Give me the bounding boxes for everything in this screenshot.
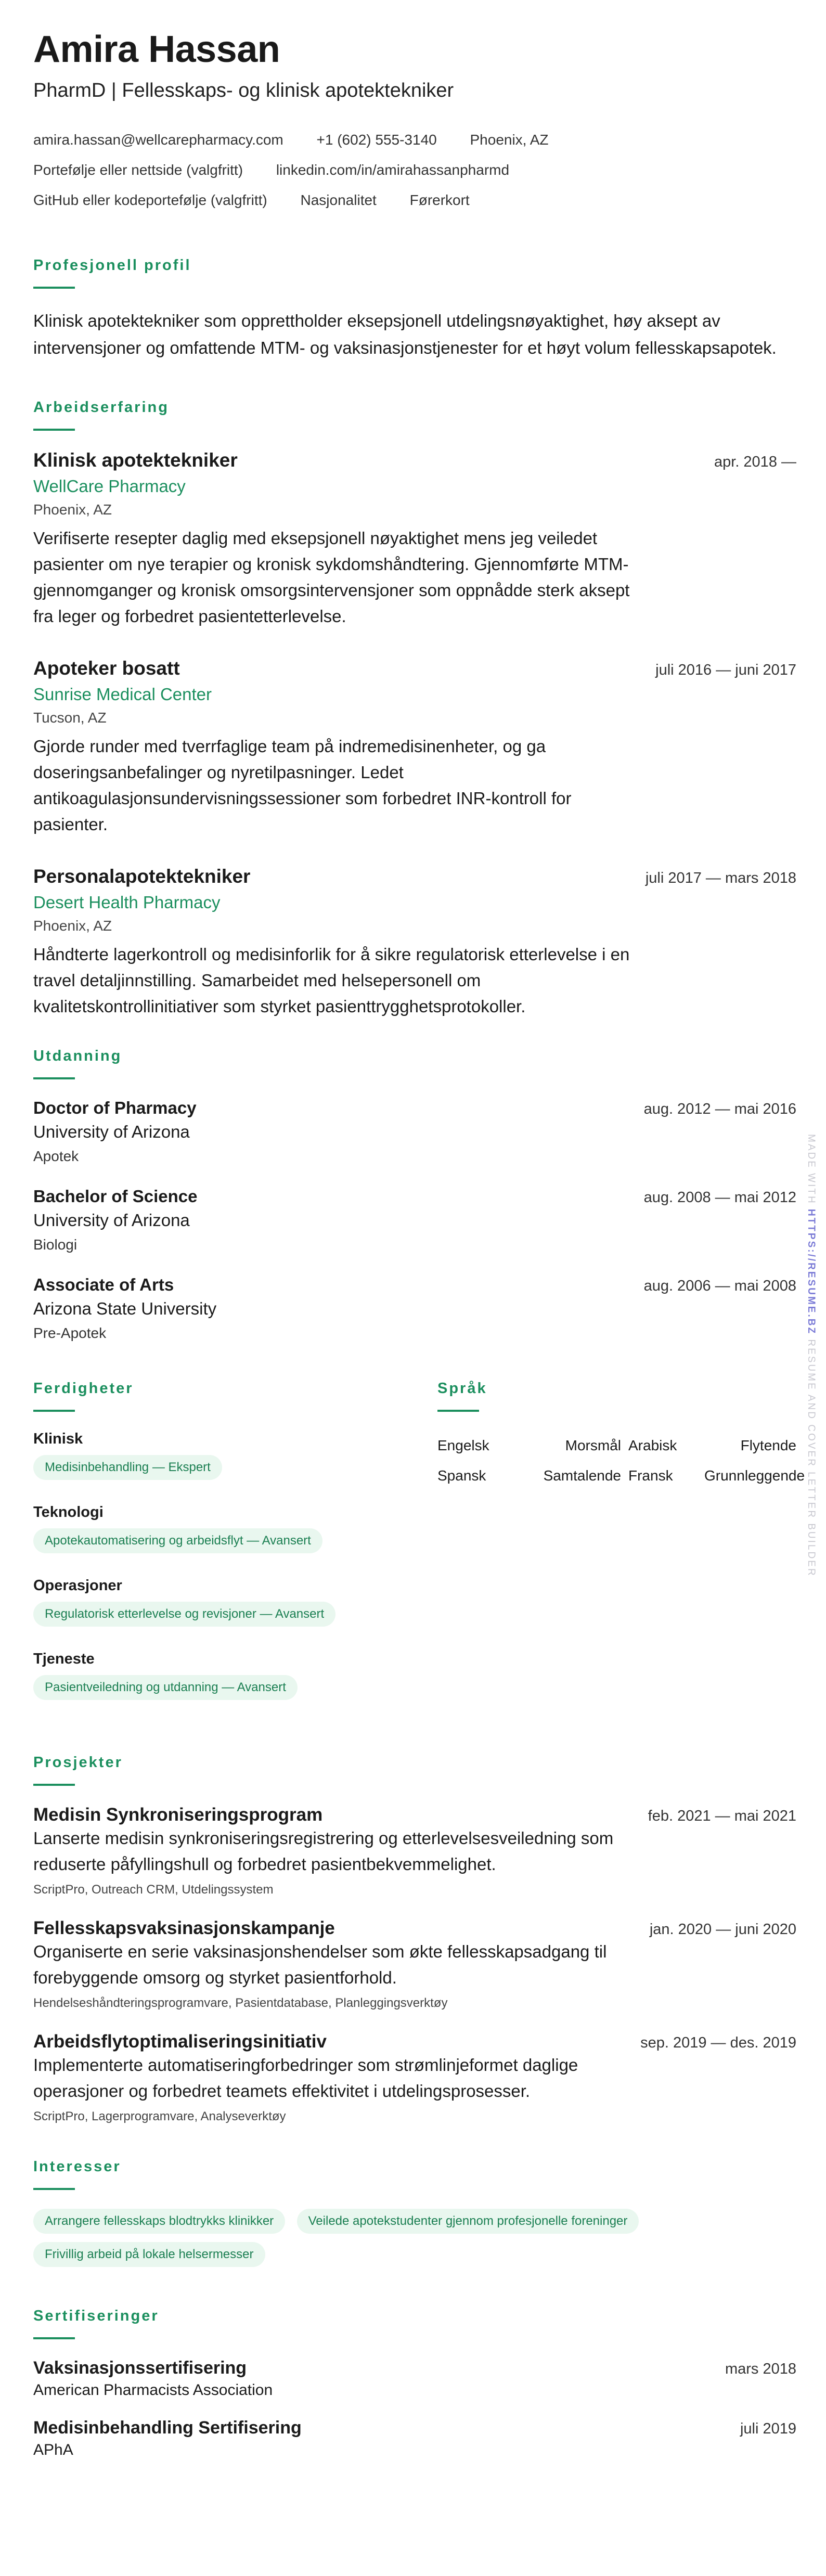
watermark-link[interactable]: HTTPS://RESUME.BZ (806, 1209, 817, 1335)
watermark-suffix: RESUME AND COVER LETTER BUILDER (806, 1335, 817, 1577)
skill-group (33, 1651, 437, 1708)
section-title: Interesser (33, 2158, 121, 2175)
skill-category: Teknologi (33, 1504, 104, 1521)
project-description: Organiserte en serie vaksinasjonshendelser som økte fellesskapsadgang til forebyggende omsorg og styrket pasientforhold. (33, 1942, 607, 1988)
linkedin-link[interactable]: linkedin.com/in/amirahassanpharmd (276, 162, 510, 178)
certification-entry (33, 2418, 796, 2459)
github-link[interactable]: GitHub eller kodeportefølje (valgfritt) (33, 192, 267, 209)
project-description: Lanserte medisin synkroniseringsregistrering og etterlevelsesveiledning som reduserte påfyllingshull og forbedret pasientbekvemmelighet. (33, 1828, 614, 1874)
school-name: Arizona State University (33, 1299, 217, 1319)
candidate-name: Amira Hassan (33, 29, 280, 70)
project-name: Arbeidsflytoptimaliseringsinitiativ (33, 2031, 327, 2052)
language-name: Spansk (437, 1467, 486, 1484)
language-row (437, 1431, 796, 1461)
job-role: Klinisk apotektekniker (33, 449, 238, 471)
project-tech: ScriptPro, Lagerprogramvare, Analyseverktøy (33, 2109, 286, 2124)
certification-name: Medisinbehandling Sertifisering (33, 2418, 302, 2438)
project-name: Fellesskapsvaksinasjonskampanje (33, 1918, 335, 1939)
job-location: Tucson, AZ (33, 710, 107, 726)
project-date: sep. 2019 — des. 2019 (640, 2034, 796, 2052)
job-employer: Desert Health Pharmacy (33, 893, 221, 912)
section-rule (33, 1410, 75, 1412)
skill-chip: Apotekautomatisering og arbeidsflyt — Avansert (33, 1528, 322, 1553)
education-section (33, 1048, 796, 1342)
drivers-license-text: Førerkort (409, 192, 470, 209)
school-name: University of Arizona (33, 1122, 190, 1142)
skill-group (33, 1504, 437, 1562)
education-date: aug. 2008 — mai 2012 (643, 1189, 796, 1206)
study-field: Apotek (33, 1148, 79, 1165)
certification-date: mars 2018 (725, 2361, 796, 2378)
section-title: Utdanning (33, 1048, 122, 1065)
job-employer: Sunrise Medical Center (33, 685, 212, 704)
certification-issuer: American Pharmacists Association (33, 2381, 273, 2399)
project-entry (33, 1918, 796, 2011)
language-level: Grunnleggende (704, 1467, 805, 1484)
section-title: Språk (437, 1380, 487, 1397)
language-name: Engelsk (437, 1437, 489, 1454)
project-description: Implementerte automatiseringforbedringer som strømlinjeformet daglige operasjoner og forbedret teamets effektivitet i utdelingsprosesser. (33, 2055, 578, 2101)
job-description: Verifiserte resepter daglig med eksepsjonell nøyaktighet mens jeg veiledet pasienter om nye terapier og kronisk sykdomshåndtering. Gjennomførte MTM-gjennomganger og kronisk omsorgsintervensjoner som oppnådde sterk aksept fra leger og forbedret pasientetterlevelse. (33, 529, 630, 626)
project-date: jan. 2020 — juni 2020 (649, 1921, 796, 1938)
skill-category: Tjeneste (33, 1651, 95, 1668)
study-field: Biologi (33, 1237, 78, 1253)
job-date: juli 2016 — juni 2017 (655, 662, 796, 679)
section-rule (33, 287, 75, 289)
language-row (437, 1461, 805, 1491)
section-rule (33, 1784, 75, 1786)
job-location: Phoenix, AZ (33, 501, 112, 518)
section-rule (33, 2337, 75, 2339)
builder-watermark (805, 1134, 817, 1577)
job-role: Personalapotektekniker (33, 866, 251, 887)
language-item (437, 1431, 621, 1461)
watermark-prefix: MADE WITH (806, 1134, 817, 1209)
project-date: feb. 2021 — mai 2021 (648, 1808, 796, 1825)
education-date: aug. 2006 — mai 2008 (643, 1278, 796, 1295)
project-name: Medisin Synkroniseringsprogram (33, 1805, 323, 1825)
project-tech: Hendelseshåndteringsprogramvare, Pasientdatabase, Planleggingsverktøy (33, 1996, 448, 2011)
phone-text: +1 (602) 555-3140 (316, 132, 437, 148)
interest-chips (33, 2209, 796, 2275)
nationality-text: Nasjonalitet (300, 192, 377, 209)
language-level: Samtalende (543, 1467, 621, 1484)
interests-section (33, 2158, 796, 2275)
skill-chip: Pasientveiledning og utdanning — Avansert (33, 1675, 298, 1700)
language-item (621, 1461, 805, 1491)
skill-chip: Medisinbehandling — Ekspert (33, 1455, 222, 1480)
experience-entry (33, 449, 796, 629)
education-entry (33, 1275, 796, 1342)
skill-group (33, 1577, 437, 1635)
contact-row-3 (33, 185, 796, 215)
section-title: Sertifiseringer (33, 2308, 159, 2325)
skills-languages-row (33, 1380, 805, 1724)
section-title: Prosjekter (33, 1754, 123, 1771)
profile-text: Klinisk apotektekniker som opprettholder eksepsjonell utdelingsnøyaktighet, høy aksept av intervensjoner og omfattende MTM- og vaksinasjonstjenester for et høyt volum fellesskapsapotek. (33, 311, 777, 358)
certifications-section (33, 2308, 796, 2459)
location-text: Phoenix, AZ (470, 132, 549, 148)
school-name: University of Arizona (33, 1210, 190, 1230)
job-employer: WellCare Pharmacy (33, 476, 186, 496)
interest-chip: Frivillig arbeid på lokale helsermesser (33, 2242, 265, 2267)
certification-entry (33, 2358, 796, 2399)
language-item (437, 1461, 621, 1491)
job-role: Apoteker bosatt (33, 658, 180, 679)
education-entry (33, 1187, 796, 1253)
contact-row-1 (33, 125, 796, 155)
interest-chip: Arrangere fellesskaps blodtrykks klinikker (33, 2209, 285, 2234)
section-title: Arbeidserfaring (33, 399, 169, 416)
experience-section (33, 399, 796, 1020)
experience-entry (33, 658, 796, 838)
skill-group (33, 1431, 437, 1488)
job-description: Håndterte lagerkontroll og medisinforlik for å sikre regulatorisk etterlevelse i en travel detaljinnstilling. Samarbeidet med helsepersonell om kvalitetskontrollinitiativer som styrket pasienttrygghetsprotokoller. (33, 945, 630, 1016)
interest-chip: Veilede apotekstudenter gjennom profesjonelle foreninger (297, 2209, 639, 2234)
degree-name: Doctor of Pharmacy (33, 1098, 197, 1118)
study-field: Pre-Apotek (33, 1325, 107, 1342)
profile-section (33, 257, 796, 362)
contact-row-2 (33, 155, 796, 185)
language-name: Arabisk (628, 1437, 677, 1454)
job-date: apr. 2018 — (714, 454, 796, 471)
skill-category: Klinisk (33, 1431, 83, 1448)
language-name: Fransk (628, 1467, 673, 1484)
languages-section (437, 1380, 805, 1724)
language-level: Flytende (740, 1437, 796, 1454)
section-title: Ferdigheter (33, 1380, 134, 1397)
certification-name: Vaksinasjonssertifisering (33, 2358, 247, 2378)
job-description: Gjorde runder med tverrfaglige team på indremedisinenheter, og ga doseringsanbefalinger og nyretilpasninger. Ledet antikoagulasjonsundervisningssessioner som forbedret INR-kontroll for pasienter. (33, 737, 572, 834)
language-level: Morsmål (565, 1437, 621, 1454)
project-entry (33, 1805, 796, 1897)
portfolio-link[interactable]: Portefølje eller nettside (valgfritt) (33, 162, 243, 178)
email-link[interactable]: amira.hassan@wellcarepharmacy.com (33, 132, 283, 148)
project-entry (33, 2031, 796, 2124)
contact-block (33, 125, 796, 215)
projects-section (33, 1754, 796, 2124)
section-rule (33, 429, 75, 431)
resume-page (33, 29, 805, 2478)
candidate-title: PharmD | Fellesskaps- og klinisk apotektekniker (33, 80, 454, 102)
job-date: juli 2017 — mars 2018 (645, 870, 796, 887)
job-location: Phoenix, AZ (33, 918, 112, 934)
section-rule (33, 2188, 75, 2190)
skill-chip: Regulatorisk etterlevelse og revisjoner — Avansert (33, 1602, 335, 1627)
education-date: aug. 2012 — mai 2016 (643, 1101, 796, 1118)
certification-issuer: APhA (33, 2441, 73, 2459)
project-tech: ScriptPro, Outreach CRM, Utdelingssystem (33, 1883, 274, 1897)
section-rule (437, 1410, 479, 1412)
education-entry (33, 1098, 796, 1165)
section-title: Profesjonell profil (33, 257, 191, 274)
skills-section (33, 1380, 437, 1724)
experience-entry (33, 866, 796, 1020)
skill-category: Operasjoner (33, 1577, 122, 1594)
degree-name: Associate of Arts (33, 1275, 174, 1295)
degree-name: Bachelor of Science (33, 1187, 198, 1206)
language-item (621, 1431, 796, 1461)
certification-date: juli 2019 (740, 2420, 796, 2438)
section-rule (33, 1077, 75, 1079)
